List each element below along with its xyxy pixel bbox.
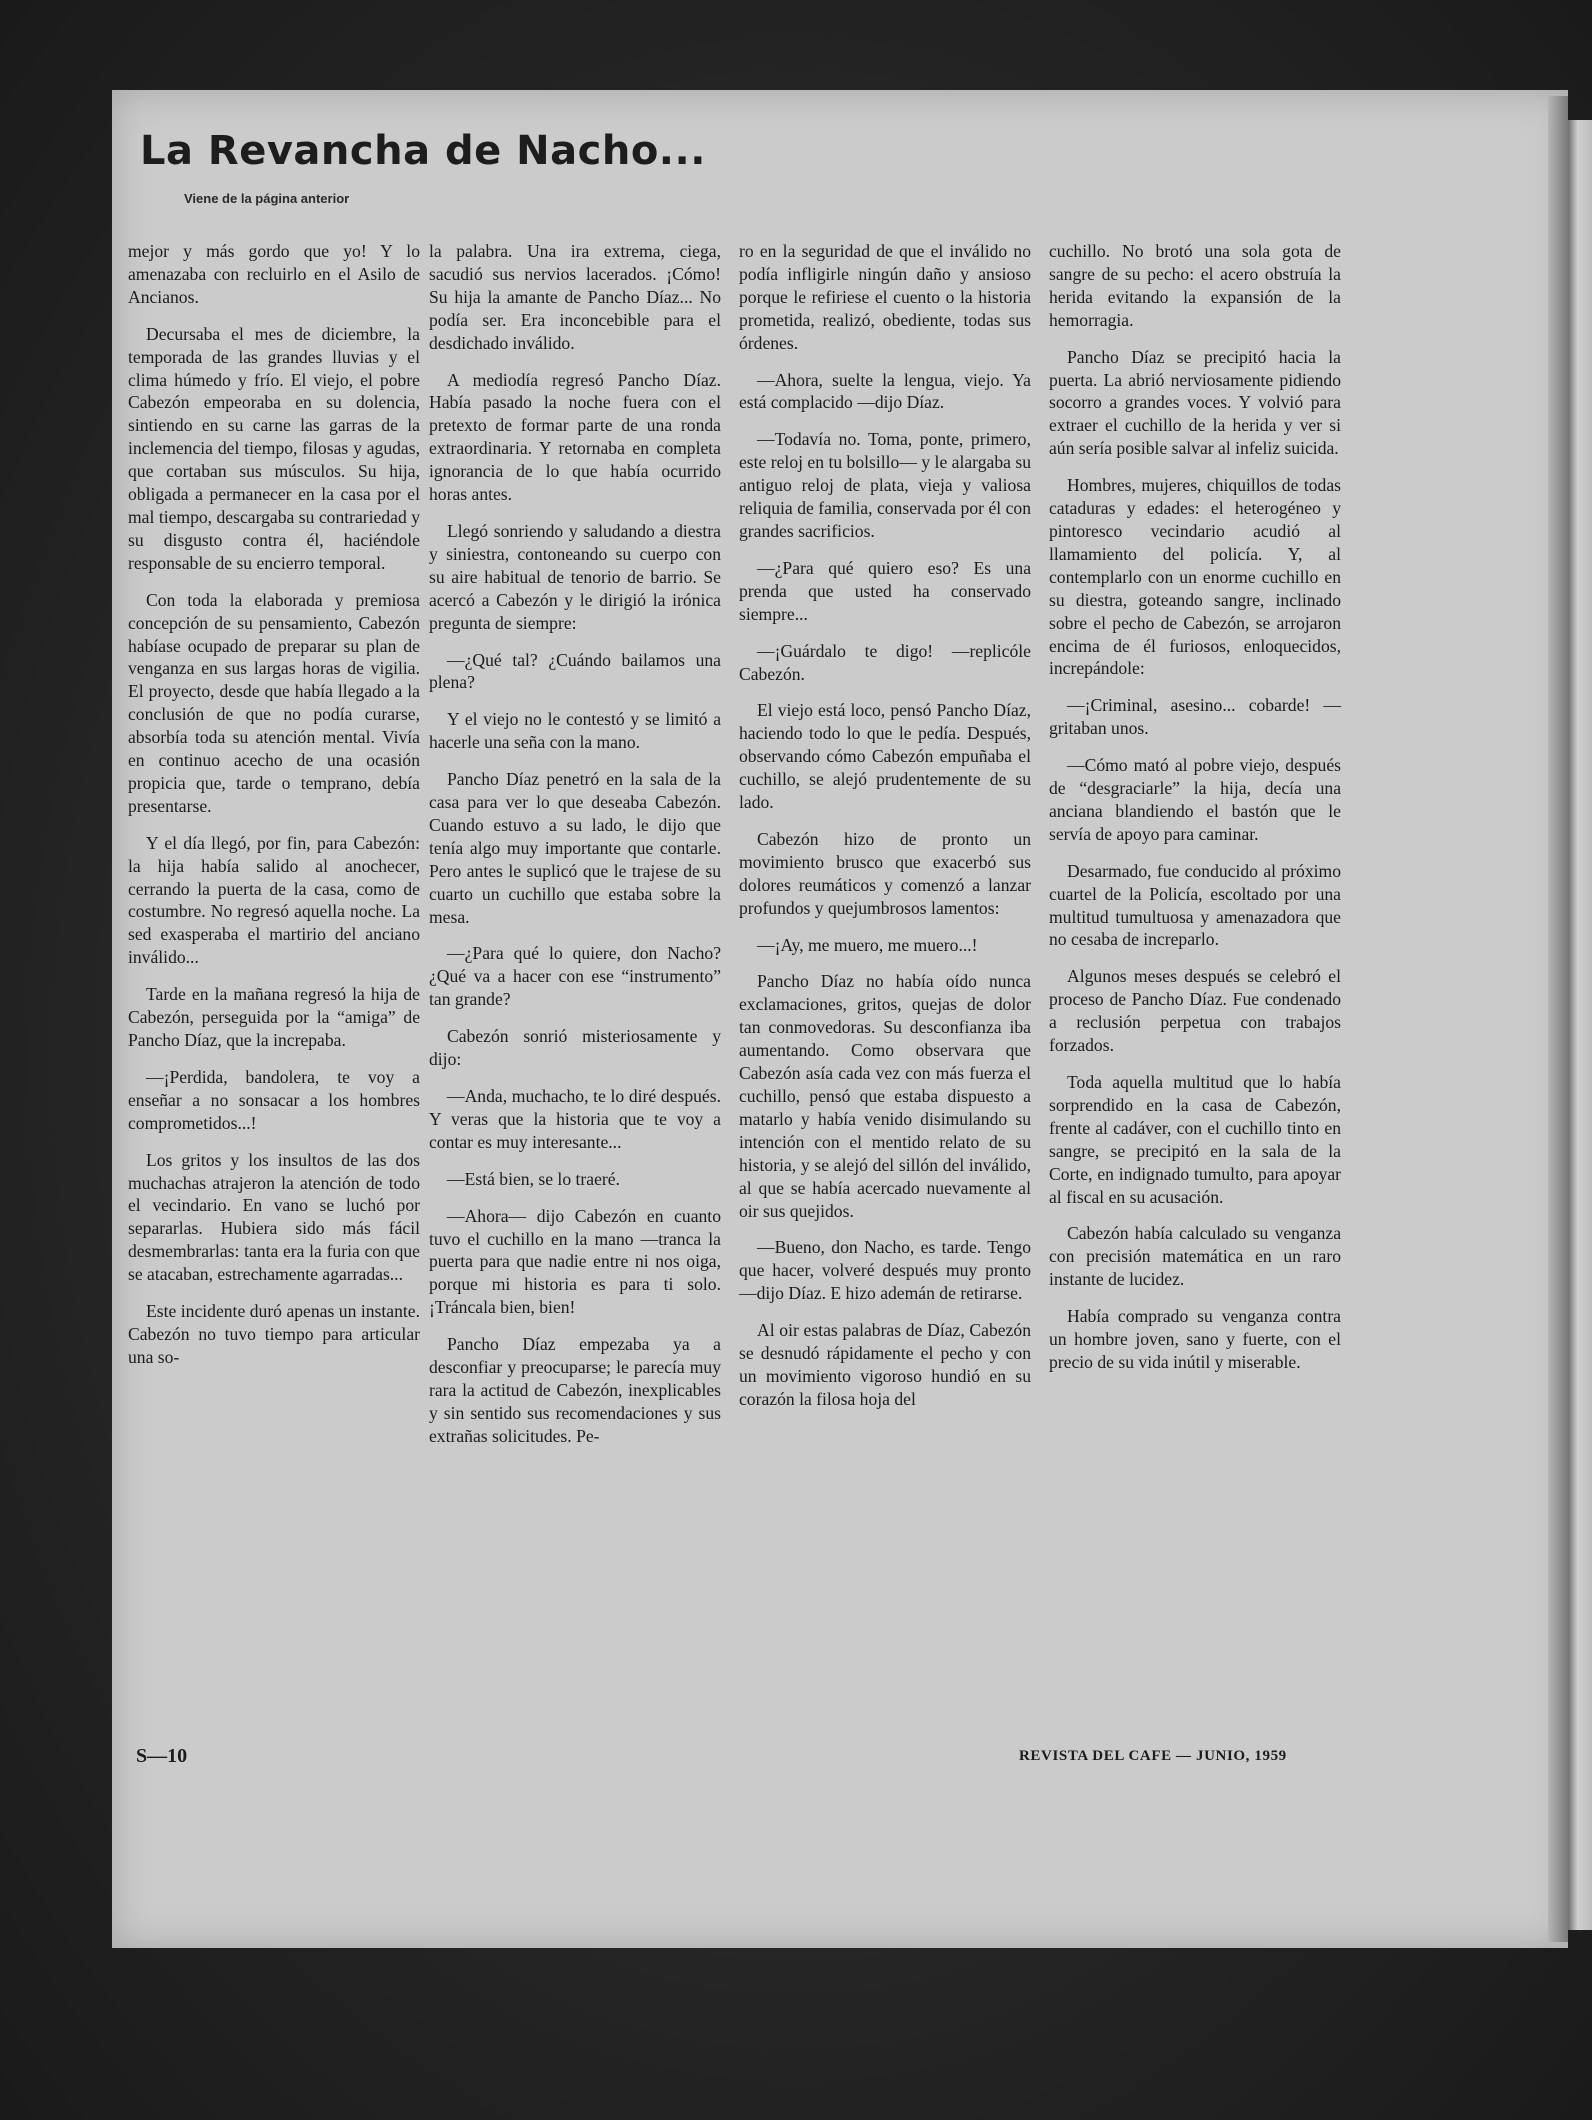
paragraph: Decursaba el mes de diciembre, la temporada de las grandes lluvias y el clima húmedo y frío. El viejo, el pobre Cabezón empeoraba en su dolencia, sintiendo en su carne las garras de la inclemencia del tiempo, filosas y agudas, que cortaban sus músculos. Su hija, obligada a permanecer en la casa por el mal tiempo, descargaba su contrariedad y su disgusto contra él, haciéndole responsable de su encierro temporal. [128, 323, 420, 573]
paragraph: Cabezón hizo de pronto un movimiento brusco que exacerbó sus dolores reumáticos y comenzó a lanzar profundos y quejumbrosos lamentos: [739, 828, 1031, 918]
page-number: S—10 [136, 1745, 188, 1767]
paragraph: Tarde en la mañana regresó la hija de Cabezón, perseguida por la “amiga” de Pancho Díaz, que la increpaba. [128, 984, 420, 1050]
paragraph: Pancho Díaz penetró en la sala de la casa para ver lo que deseaba Cabezón. Cuando estuvo a su lado, le dijo que tenía algo muy importante que contarle. Pero antes le suplicó que le trajese de su cuarto un cuchillo que estaba sobre la mesa. [429, 769, 721, 927]
page-shadow-edge [1548, 96, 1568, 1942]
paragraph: Y el viejo no le contestó y se limitó a hacerle una seña con la mano. [429, 709, 721, 753]
paragraph: —Ahora, suelte la lengua, viejo. Ya está complacido —dijo Díaz. [739, 369, 1031, 413]
paragraph: Algunos meses después se celebró el proceso de Pancho Díaz. Fue condenado a reclusión perpetua con trabajos forzados. [1049, 966, 1341, 1056]
paragraph: Los gritos y los insultos de las dos muchachas atrajeron la atención de todo el vecindario. En vano se luchó por separarlas. Hubiera sido más fácil desmembrarlas: tanta era la furia con que se atacaban, estrechamente agarradas... [128, 1149, 420, 1285]
text-column-1 [128, 240, 420, 1383]
paragraph: Cabezón había calculado su venganza con precisión matemática en un raro instante de lucidez. [1049, 1223, 1341, 1290]
paragraph: Llegó sonriendo y saludando a diestra y siniestra, contoneando su cuerpo con su aire habitual de tenorio de barrio. Se acercó a Cabezón y le dirigió la irónica pregunta de siempre: [429, 520, 721, 633]
paragraph: A mediodía regresó Pancho Díaz. Había pasado la noche fuera con el pretexto de formar parte de una ronda extraordinaria. Y retornaba en completa ignorancia de lo que había ocurrido horas antes. [429, 369, 721, 505]
paragraph: Y el día llegó, por fin, para Cabezón: la hija había salido al anochecer, cerrando la puerta de la casa, como de costumbre. No regresó aquella noche. La sed exasperaba el martirio del anciano inválido... [128, 832, 420, 968]
article-title: La Revancha de Nacho... [140, 128, 706, 174]
paragraph: —¡Criminal, asesino... cobarde! —gritaban unos. [1049, 695, 1341, 739]
paragraph: —Está bien, se lo traeré. [447, 1168, 620, 1189]
text-column-2 [429, 240, 721, 1462]
paragraph: Al oir estas palabras de Díaz, Cabezón se desnudó rápidamente el pecho y con un movimiento vigoroso hundió en su corazón la filosa hoja del [739, 1320, 1031, 1409]
paragraph: Este incidente duró apenas un instante. Cabezón no tuvo tiempo para articular una so- [128, 1301, 420, 1367]
paragraph: mejor y más gordo que yo! Y lo amenazaba con recluirlo en el Asilo de Ancianos. [128, 241, 420, 307]
paragraph: El viejo está loco, pensó Pancho Díaz, haciendo todo lo que le pedía. Después, observando cómo Cabezón empuñaba el cuchillo, se alejó prudentemente de su lado. [739, 700, 1031, 813]
paragraph: —¡Guárdalo te digo! —replicóle Cabezón. [739, 640, 1031, 684]
paragraph: Cabezón sonrió misteriosamente y dijo: [429, 1026, 721, 1070]
paragraph: Hombres, mujeres, chiquillos de todas cataduras y edades: el heterogéneo y pintoresco vecindario acudió al llamamiento del policía. Y, al contemplarlo con un enorme cuchillo en su diestra, goteando sangre, inclinado sobre el pecho de Cabezón, se arrojaron encima de él furiosos, enloquecidos, increpándole: [1049, 475, 1341, 679]
facing-page-edge [1568, 120, 1592, 1930]
paragraph: —¿Para qué lo quiere, don Nacho? ¿Qué va a hacer con ese “instrumento” tan grande? [429, 943, 721, 1010]
paragraph: —¡Ay, me muero, me muero...! [757, 934, 978, 955]
paragraph: —Cómo mató al pobre viejo, después de “desgraciarle” la hija, decía una anciana blandiendo el bastón que le servía de apoyo para caminar. [1049, 755, 1341, 844]
paragraph: Desarmado, fue conducido al próximo cuartel de la Policía, escoltado por una multitud tumultuosa y amenazadora que no cesaba de increparlo. [1049, 860, 1341, 950]
paragraph: —Anda, muchacho, te lo diré después. Y veras que la historia que te voy a contar es muy interesante... [429, 1086, 721, 1152]
paragraph: Pancho Díaz se precipitó hacia la puerta. La abrió nerviosamente pidiendo socorro a grandes voces. Y volvió para extraer el cuchillo de la herida y ver si aún sería posible salvar al infeliz suicida. [1049, 346, 1341, 459]
paragraph: —¿Para qué quiero eso? Es una prenda que usted ha conservado siempre... [739, 557, 1031, 624]
paragraph: la palabra. Una ira extrema, ciega, sacudió sus nervios lacerados. ¡Cómo! Su hija la amante de Pancho Díaz... No podía ser. Era inconcebible para el desdichado inválido. [429, 241, 721, 353]
publication-footer: REVISTA DEL CAFE — JUNIO, 1959 [1019, 1748, 1287, 1764]
paragraph: Pancho Díaz no había oído nunca exclamaciones, gritos, quejas de dolor tan conmovedoras. Su desconfianza iba aumentando. Como observara que Cabezón asía cada vez con más fuerza el cuchillo, pensó que estaba dispuesto a matarlo y había venido disimulando su intención con el mentido relato de su historia, y se alejó del sillón del inválido, al que se había acercado nuevamente al oir sus quejidos. [739, 971, 1031, 1221]
continued-from-note: Viene de la página anterior [184, 191, 350, 206]
text-column-4 [1049, 240, 1341, 1388]
paragraph: —Ahora— dijo Cabezón en cuanto tuvo el cuchillo en la mano —tranca la puerta para que nadie entre ni nos oiga, porque mi historia es para ti solo. ¡Tráncala bien, bien! [429, 1205, 721, 1318]
paragraph: —Todavía no. Toma, ponte, primero, este reloj en tu bolsillo— y le alargaba su antiguo reloj de plata, vieja y valiosa reliquia de familia, conservada por él con grandes sacrificios. [739, 429, 1031, 541]
paragraph: —¿Qué tal? ¿Cuándo bailamos una plena? [429, 649, 721, 693]
text-column-3 [739, 240, 1031, 1425]
paragraph: Había comprado su venganza contra un hombre joven, sano y fuerte, con el precio de su vida inútil y miserable. [1049, 1306, 1341, 1372]
paragraph: Pancho Díaz empezaba ya a desconfiar y preocuparse; le parecía muy rara la actitud de Cabezón, inexplicables y sin sentido sus recomendaciones y sus extrañas solicitudes. Pe- [429, 1334, 721, 1446]
paragraph: Con toda la elaborada y premiosa concepción de su pensamiento, Cabezón habíase ocupado de preparar su plan de venganza en sus largas horas de vigilia. El proyecto, desde que había llegado a la conclusión de que no podía curarse, absorbía toda su atención mental. Vivía en continuo acecho de una ocasión propicia que, tarde o temprano, debía presentarse. [128, 589, 420, 816]
paragraph: Toda aquella multitud que lo había sorprendido en la casa de Cabezón, frente al cadáver, con el cuchillo tinto en sangre, se precipitó en la sala de la Corte, en indignado tumulto, para apoyar al fiscal en su acusación. [1049, 1072, 1341, 1207]
paragraph: —¡Perdida, bandolera, te voy a enseñar a no sonsacar a los hombres comprometidos...! [128, 1066, 420, 1133]
paragraph: cuchillo. No brotó una sola gota de sangre de su pecho: el acero obstruía la herida evitando la expansión de la hemorragia. [1049, 241, 1341, 330]
paragraph: ro en la seguridad de que el inválido no podía infligirle ningún daño y ansioso porque le refiriese el cuento o la historia prometida, realizó, obediente, todas sus órdenes. [739, 241, 1031, 353]
paragraph: —Bueno, don Nacho, es tarde. Tengo que hacer, volveré después muy pronto —dijo Díaz. E hizo ademán de retirarse. [739, 1237, 1031, 1304]
